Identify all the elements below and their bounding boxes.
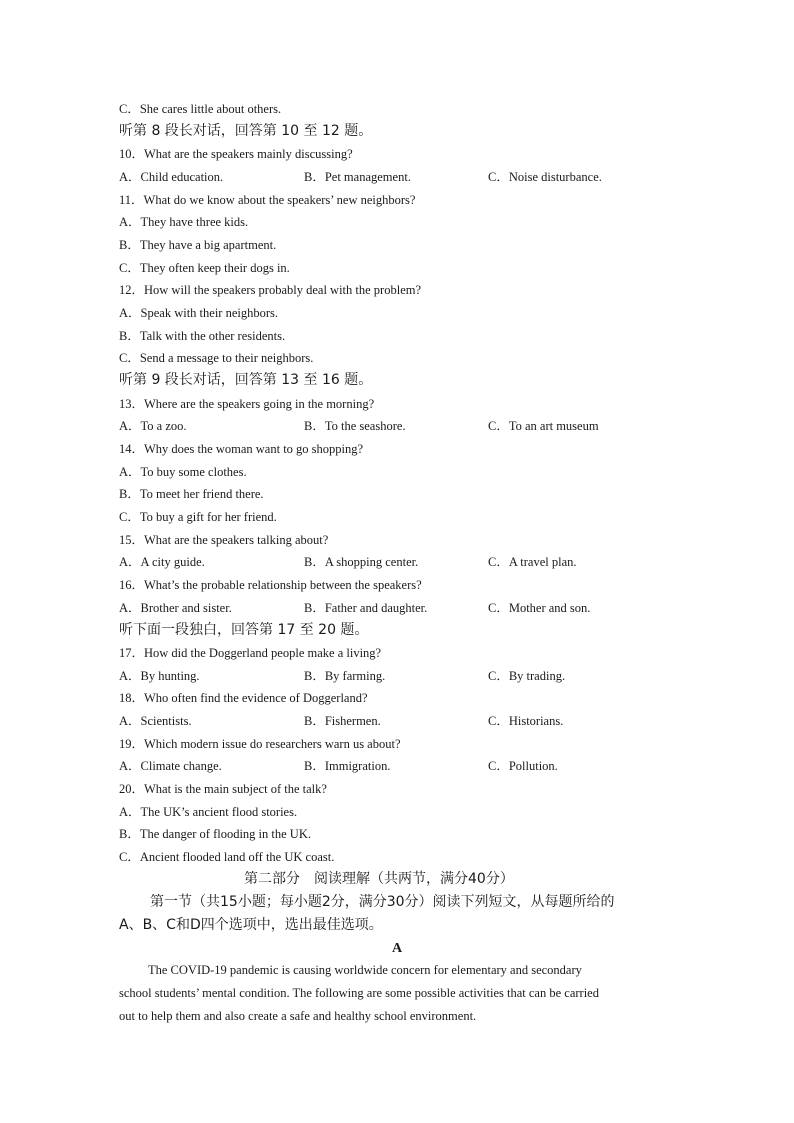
q20-option-a: A．The UK’s ancient flood stories. <box>119 805 298 819</box>
q13-option-c: C．To an art museum <box>488 419 599 433</box>
question-16: 16．What’s the probable relationship between the speakers? <box>119 578 422 592</box>
q12-option-b: B．Talk with the other residents. <box>119 329 286 343</box>
q14-option-b: B．To meet her friend there. <box>119 487 264 501</box>
question-10: 10．What are the speakers mainly discussing? <box>119 147 353 161</box>
q18-option-b: B．Fishermen. <box>304 714 381 728</box>
q11-option-c: C．They often keep their dogs in. <box>119 261 290 275</box>
q10-option-b: B．Pet management. <box>304 170 411 184</box>
section-one-intro-cont: A、B、C和D四个选项中，选出最佳选项。 <box>119 917 383 933</box>
q17-option-b: B．By farming. <box>304 669 386 683</box>
passage-line-1: The COVID-19 pandemic is causing worldwide concern for elementary and secondary <box>148 963 582 977</box>
q19-option-c: C．Pollution. <box>488 759 558 773</box>
question-19: 19．Which modern issue do researchers warn us about? <box>119 737 401 751</box>
q17-option-a: A．By hunting. <box>119 669 200 683</box>
passage-title: A <box>391 941 403 956</box>
q11-option-b: B．They have a big apartment. <box>119 238 277 252</box>
question-13: 13．Where are the speakers going in the morning? <box>119 397 375 411</box>
part-two-header: 第二部分 阅读理解（共两节，满分40分） <box>244 871 514 887</box>
q12-option-c: C．Send a message to their neighbors. <box>119 351 314 365</box>
question-18: 18．Who often find the evidence of Doggerland? <box>119 691 368 705</box>
q9-option-c: C．She cares little about others. <box>119 102 282 116</box>
q20-option-b: B．The danger of flooding in the UK. <box>119 827 311 841</box>
q12-option-a: A．Speak with their neighbors. <box>119 306 279 320</box>
q16-option-b: B．Father and daughter. <box>304 601 428 615</box>
section-one-intro: 第一节（共15小题；每小题2分，满分30分）阅读下列短文，从每题所给的 <box>150 894 615 910</box>
q14-option-a: A．To buy some clothes. <box>119 465 247 479</box>
passage-line-3: out to help them and also create a safe and healthy school environment. <box>119 1009 477 1023</box>
q13-option-b: B．To the seashore. <box>304 419 406 433</box>
q10-option-c: C．Noise disturbance. <box>488 170 602 184</box>
q19-option-a: A．Climate change. <box>119 759 222 773</box>
question-17: 17．How did the Doggerland people make a living? <box>119 646 382 660</box>
q13-option-a: A．To a zoo. <box>119 419 187 433</box>
q20-option-c: C．Ancient flooded land off the UK coast. <box>119 850 335 864</box>
q18-option-a: A．Scientists. <box>119 714 192 728</box>
section-instruction-8: 听第 8 段长对话，回答第 10 至 12 题。 <box>119 123 373 139</box>
question-20: 20．What is the main subject of the talk? <box>119 782 327 796</box>
q17-option-c: C．By trading. <box>488 669 566 683</box>
q15-option-b: B．A shopping center. <box>304 555 419 569</box>
q11-option-a: A．They have three kids. <box>119 215 249 229</box>
q15-option-c: C．A travel plan. <box>488 555 577 569</box>
section-instruction-9: 听第 9 段长对话，回答第 13 至 16 题。 <box>119 372 373 388</box>
q18-option-c: C．Historians. <box>488 714 564 728</box>
q19-option-b: B．Immigration. <box>304 759 391 773</box>
q16-option-c: C．Mother and son. <box>488 601 591 615</box>
question-14: 14．Why does the woman want to go shopping? <box>119 442 364 456</box>
q15-option-a: A．A city guide. <box>119 555 205 569</box>
section-instruction-monologue: 听下面一段独白，回答第 17 至 20 题。 <box>119 622 369 638</box>
q16-option-a: A．Brother and sister. <box>119 601 232 615</box>
passage-line-2: school students’ mental condition. The following are some possible activities that can be carried <box>119 986 599 1000</box>
q14-option-c: C．To buy a gift for her friend. <box>119 510 277 524</box>
question-12: 12．How will the speakers probably deal with the problem? <box>119 283 422 297</box>
question-11: 11．What do we know about the speakers’ new neighbors? <box>119 193 416 207</box>
q10-option-a: A．Child education. <box>119 170 224 184</box>
question-15: 15．What are the speakers talking about? <box>119 533 329 547</box>
